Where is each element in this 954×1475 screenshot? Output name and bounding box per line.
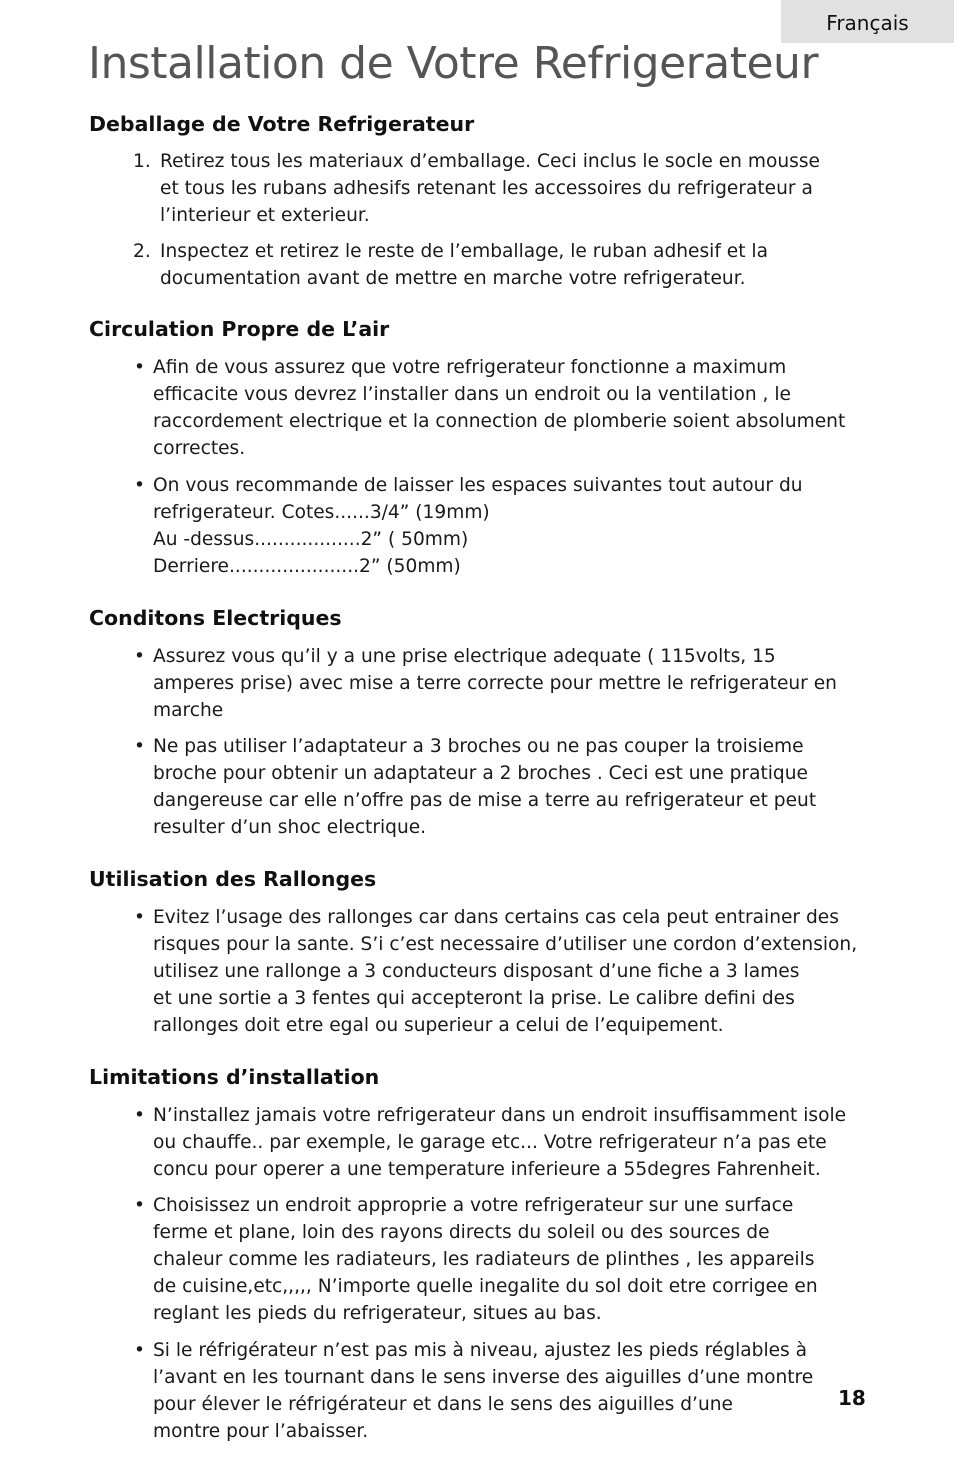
section-heading: Circulation Propre de L’air (89, 317, 390, 341)
item-text: On vous recommande de laisser les espaces suivantes tout autour du refrigerateur. Cotes......3/4” (19mm) Au -dessus..................2” ( 50mm) Derriere......................2” (50mm) (153, 475, 803, 577)
bullet-item (134, 1192, 874, 1327)
bullet-item (134, 1337, 874, 1445)
bullet: • (134, 736, 145, 757)
section-heading: Utilisation des Rallonges (89, 867, 377, 891)
bullet-item (134, 733, 874, 841)
item-text: Si le réfrigérateur n’est pas mis à niveau, ajustez les pieds réglables à l’avant en les tournant dans le sens inverse des aiguilles d’une montre pour élever le réfrigérateur et dans le sens des aiguilles d’une montre pour l’abaisser. (153, 1340, 814, 1442)
item-number: 1. (133, 151, 151, 172)
bullet: • (134, 1105, 145, 1126)
bullet-item (134, 472, 874, 580)
item-text: Inspectez et retirez le reste de l’emballage, le ruban adhesif et la documentation avant de mettre en marche votre refrigerateur. (160, 241, 768, 289)
bullet: • (134, 1195, 145, 1216)
item-text: Afin de vous assurez que votre refrigerateur fonctionne a maximum efficacite vous devrez l’installer dans un endroit ou la ventilation , le raccordement electrique et la connection de plomberie soient absolument correctes. (153, 357, 846, 459)
item-text: Choisissez un endroit approprie a votre refrigerateur sur une surface ferme et plane, loin des rayons directs du soleil ou des sources de chaleur comme les radiateurs, les radiateurs de plinthes , les appareils de cuisine,etc,,,,, N’importe quelle inegalite du sol doit etre corrigee en reglant les pieds du refrigerateur, situes au bas. (153, 1195, 818, 1324)
section-heading: Limitations d’installation (89, 1065, 380, 1089)
bullet-item (134, 1102, 874, 1183)
page-number: 18 (838, 1386, 866, 1410)
numbered-item (133, 148, 873, 229)
numbered-item (133, 238, 873, 292)
item-text: Retirez tous les materiaux d’emballage. Ceci inclus le socle en mousse et tous les rubans adhesifs retenant les accessoires du refrigerateur a l’interieur et exterieur. (160, 151, 820, 226)
item-text: N’installez jamais votre refrigerateur dans un endroit insuffisamment isole ou chauffe.. par exemple, le garage etc... Votre refrigerateur n’a pas ete concu pour operer a une temperature inferieure a 55degres Fahrenheit. (153, 1105, 847, 1180)
bullet: • (134, 357, 145, 378)
item-number: 2. (133, 241, 151, 262)
bullet: • (134, 646, 145, 667)
item-text: Assurez vous qu’il y a une prise electrique adequate ( 115volts, 15 amperes prise) avec mise a terre correcte pour mettre le refrigerateur en marche (153, 646, 837, 721)
item-text: Ne pas utiliser l’adaptateur a 3 broches ou ne pas couper la troisieme broche pour obtenir un adaptateur a 2 broches . Ceci est une pratique dangereuse car elle n’offre pas de mise a terre au refrigerateur et peut resulter d’un shoc electrique. (153, 736, 817, 838)
section-heading: Conditons Electriques (89, 606, 342, 630)
bullet: • (134, 1340, 145, 1361)
bullet: • (134, 907, 145, 928)
bullet: • (134, 475, 145, 496)
bullet-item (134, 354, 874, 462)
language-tab: Français (781, 0, 954, 43)
bullet-item (134, 904, 874, 1039)
item-text: Evitez l’usage des rallonges car dans certains cas cela peut entrainer des risques pour la sante. S’i c’est necessaire d’utiliser une cordon d’extension, utilisez une rallonge a 3 conducteurs disposant d’une fiche a 3 lames et une sortie a 3 fentes qui accepteront la prise. Le calibre defini des rallonges doit etre egal ou superieur a celui de l’equipement. (153, 907, 858, 1036)
page-title: Installation de Votre Refrigerateur (88, 38, 819, 89)
section-heading: Deballage de Votre Refrigerateur (89, 112, 475, 136)
bullet-item (134, 643, 874, 724)
